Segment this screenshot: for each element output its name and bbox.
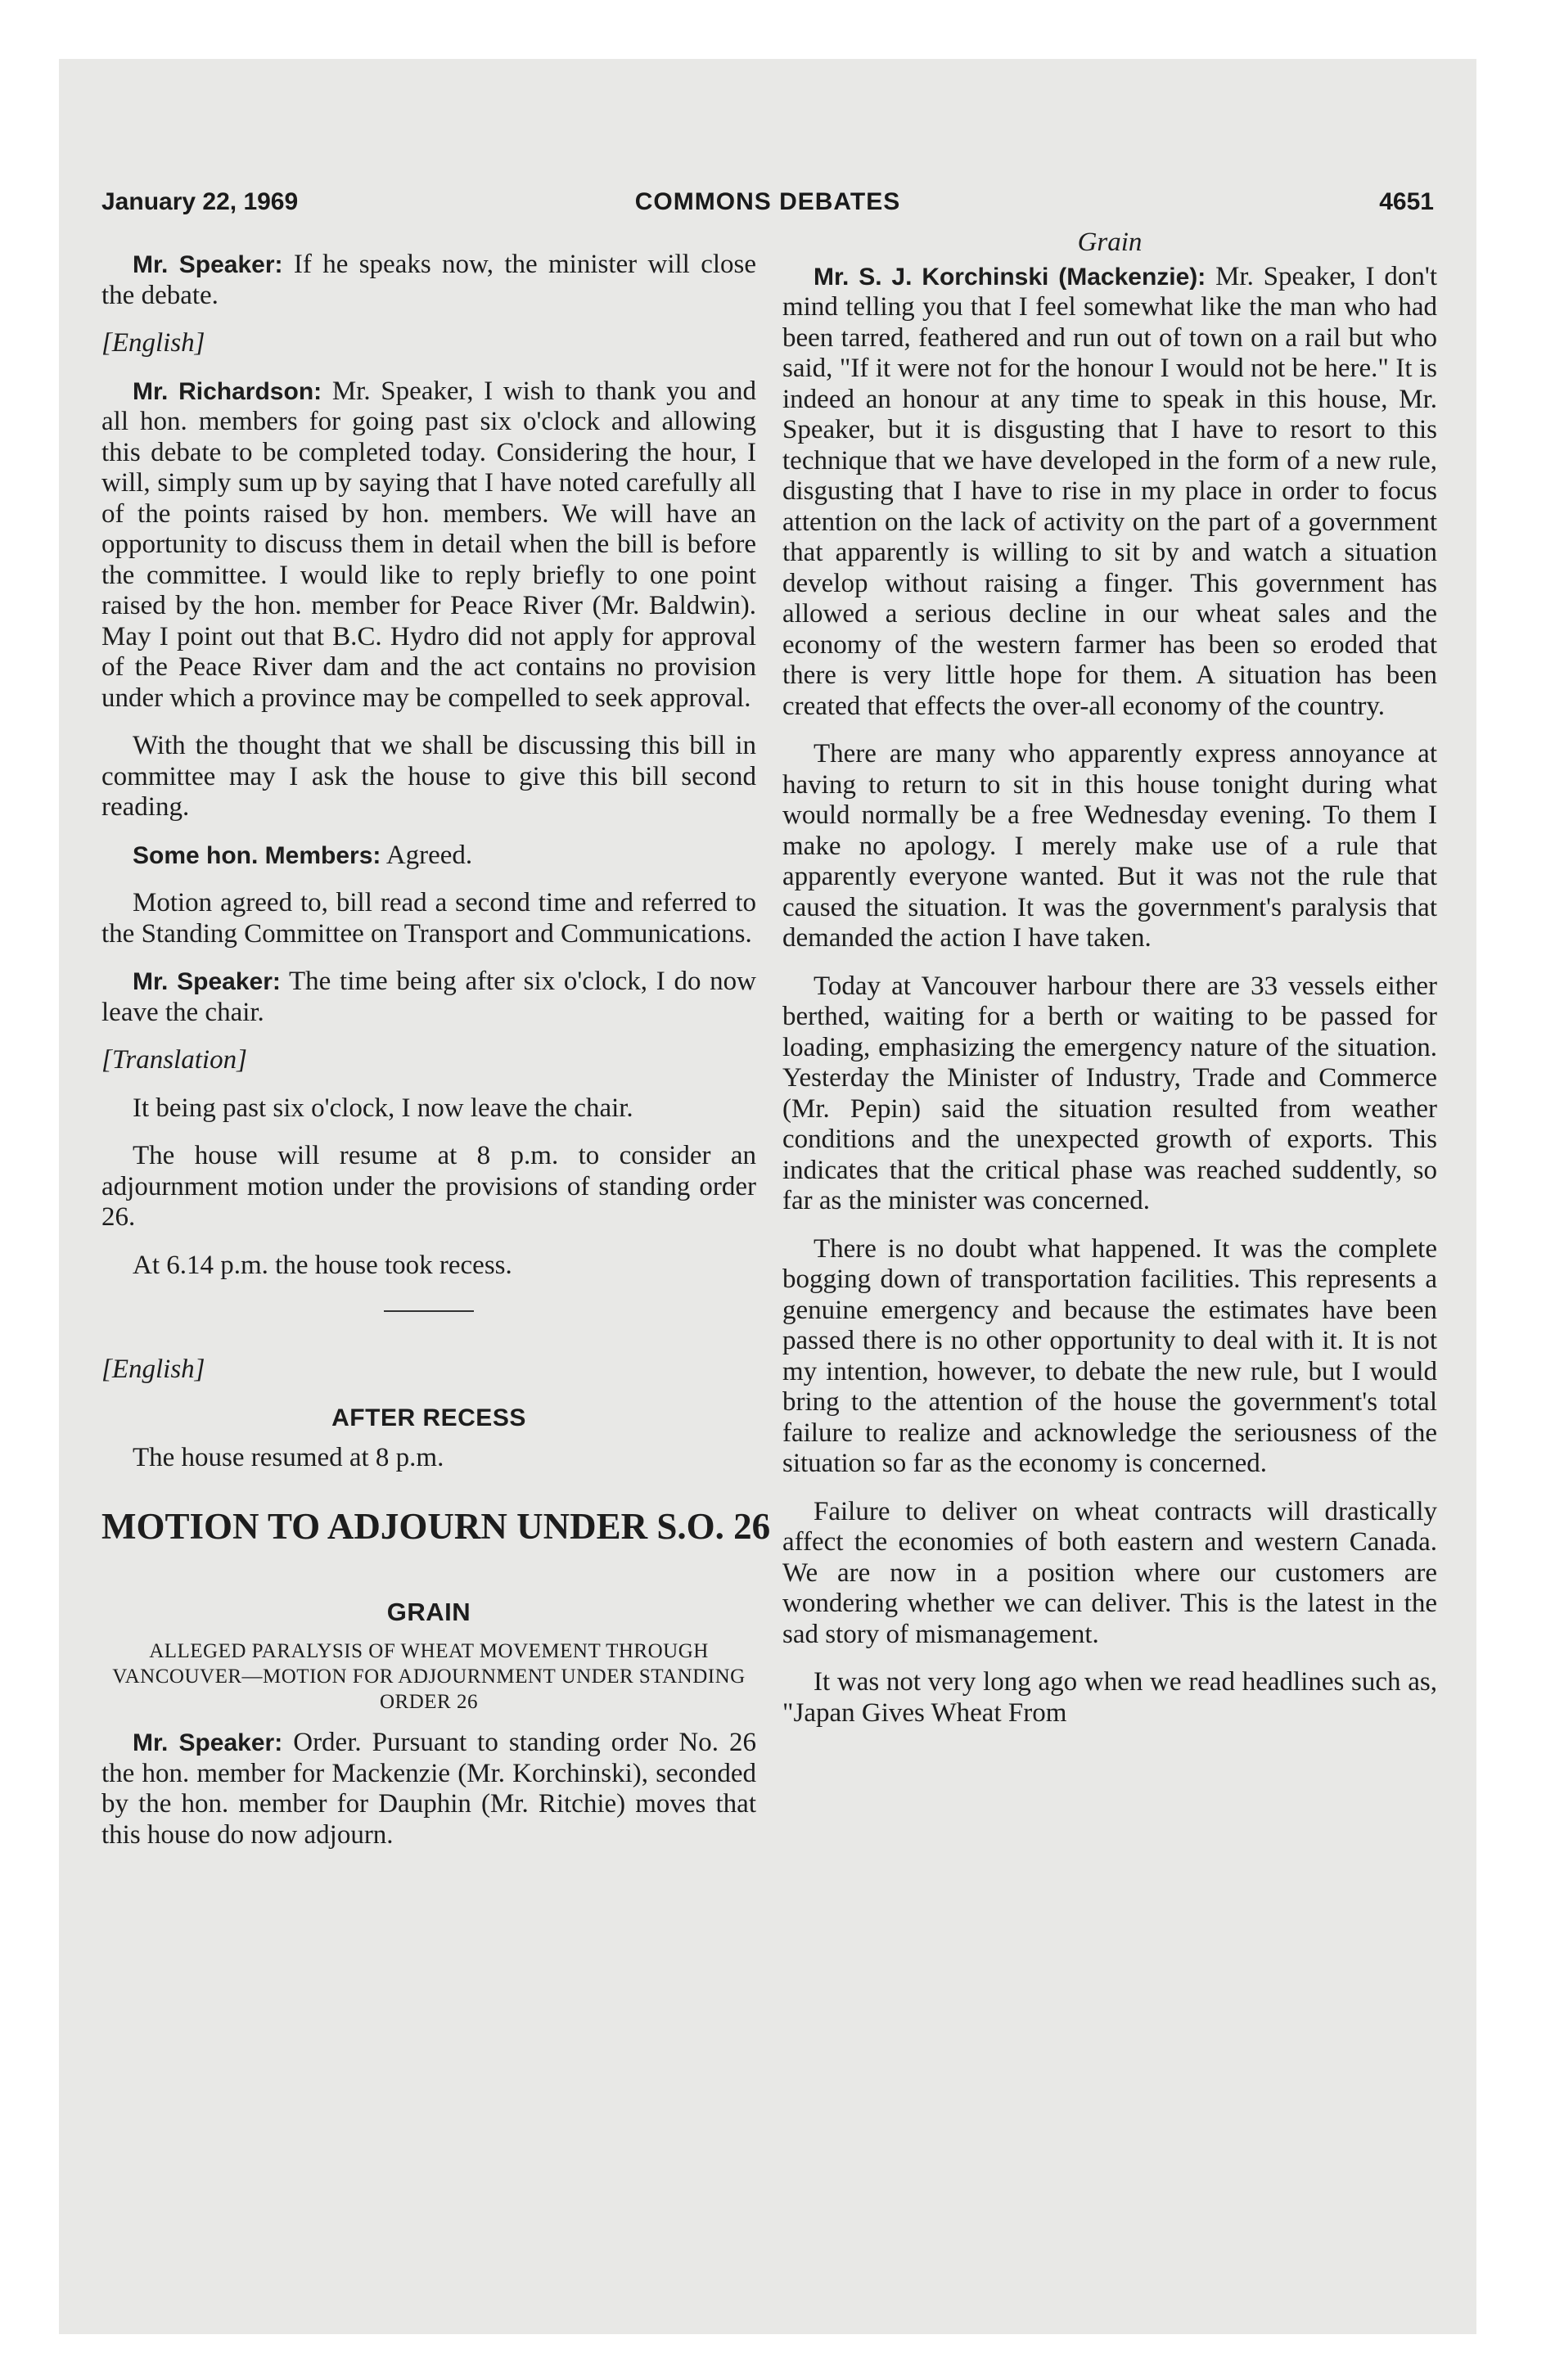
paragraph: Today at Vancouver harbour there are 33 vessels either berthed, waiting for a berth or waiting to be passed for loading, emphasizing the emergency nature of the situation. Yesterday the Minister of Industry, Trade and Commerce (Mr. Pepin) said the situation resulted from weather conditions and the unexpected growth of exports. This indicates that the critical phase was reached suddently, so far as the minister was concerned. [782, 971, 1437, 1215]
language-marker: [English] [101, 1355, 205, 1384]
speaker-name: Mr. Speaker: [133, 1729, 283, 1756]
after-recess-heading: AFTER RECESS [331, 1404, 526, 1431]
speech-text: Agreed. [381, 840, 473, 870]
running-head: Grain [1077, 228, 1143, 257]
subheading: ALLEGED PARALYSIS OF WHEAT MOVEMENT THROUGH VANCOUVER—MOTION FOR ADJOURNMENT UNDER STANDING ORDER 26 [112, 1640, 746, 1713]
paragraph [101, 376, 756, 714]
paragraph [101, 250, 756, 311]
page-header [101, 188, 1434, 221]
language-marker: [English] [101, 328, 205, 358]
speaker-name: Some hon. Members: [133, 841, 381, 869]
right-column [782, 228, 1437, 1746]
paragraph: There are many who apparently express annoyance at having to return to sit in this house tonight during what would normally be a free Wednesday evening. To them I make no apology. I merely make use of a rule that apparently everyone wanted. But it was not the rule that caused the situation. It was the government's paralysis that demanded the action I have taken. [782, 739, 1437, 953]
speech-text: Mr. Speaker, I wish to thank you and all hon. members for going past six o'clock and allowing this debate to be completed today. Considering the hour, I will, simply sum up by saying that I have noted carefully all of the points raised by hon. members. We will have an opportunity to discuss them in detail when the bill is before the committee. I would like to reply briefly to one point raised by the hon. member for Peace River (Mr. Baldwin). May I point out that B.C. Hydro did not apply for approval of the Peace River dam and the act contains no provision under which a province may be compelled to seek approval. [101, 376, 757, 713]
paragraph [101, 1728, 756, 1850]
motion-title: MOTION TO ADJOURN UNDER S.O. 26 [101, 1505, 771, 1547]
paragraph: It being past six o'clock, I now leave the chair. [133, 1093, 633, 1123]
speaker-name: Mr. Speaker: [133, 968, 281, 995]
paragraph: Motion agreed to, bill read a second time and referred to the Standing Committee on Transport and Communications. [101, 888, 756, 949]
header-date: January 22, 1969 [101, 188, 299, 215]
left-column [101, 250, 771, 1868]
paragraph [101, 967, 756, 1028]
speech-text: If he speaks now, the minister will close the debate. [101, 250, 757, 310]
speaker-name: Mr. S. J. Korchinski (Mackenzie): [814, 263, 1206, 291]
header-title: COMMONS DEBATES [634, 188, 901, 215]
paragraph: The house will resume at 8 p.m. to consider an adjournment motion under the provisions of standing order 26. [101, 1141, 756, 1232]
paragraph: The house resumed at 8 p.m. [133, 1443, 444, 1472]
paragraph: At 6.14 p.m. the house took recess. [133, 1250, 512, 1280]
paragraph [101, 841, 756, 872]
speech-text: Order. Pursuant to standing order No. 26 the hon. member for Mackenzie (Mr. Korchinski), seconded by the hon. member for Dauphin (Mr. Ritchie) moves that this house do now adjourn. [101, 1728, 756, 1850]
page-number: 4651 [1379, 188, 1434, 215]
paragraph: There is no doubt what happened. It was the complete bogging down of transportation facilities. This represents a genuine emergency and because the estimates have been passed there is no other opportunity to deal with it. It is not my intention, however, to debate the new rule, but I would bring to the attention of the house the government's total failure to realize and acknowledge the seriousness of the situation so far as the economy is concerned. [782, 1233, 1437, 1478]
section-divider [384, 1310, 474, 1312]
section-heading: GRAIN [386, 1597, 471, 1626]
paragraph [782, 262, 1437, 723]
paragraph: Failure to deliver on wheat contracts will drastically affect the economies of both eastern and western Canada. We are now in a position where our customers are wondering whether we can deliver. This is the latest in the sad story of mismanagement. [782, 1496, 1437, 1649]
speaker-name: Mr. Richardson: [133, 377, 322, 405]
paragraph: It was not very long ago when we read headlines such as, "Japan Gives Wheat From [782, 1667, 1437, 1728]
language-marker: [Translation] [101, 1045, 247, 1075]
speech-text: The time being after six o'clock, I do now leave the chair. [101, 967, 756, 1027]
speaker-name: Mr. Speaker: [133, 251, 283, 278]
paragraph: With the thought that we shall be discussing this bill in committee may I ask the house to give this bill second reading. [101, 731, 756, 822]
speech-text: Mr. Speaker, I don't mind telling you that I feel somewhat like the man who had been tarred, feathered and run out of town on a rail but who said, "If it were not for the honour I would not be here." It is indeed an honour at any time to speak in this house, Mr. Speaker, but it is disgusting that I have to resort to this technique that we have developed in the form of a new rule, disgusting that I have to rise in my place in order to focus attention on the lack of activity on the part of a government that apparently is willing to sit by and watch a situation develop without raising a finger. This government has allowed a serious decline in our wheat sales and the economy of the western farmer has been so eroded that there is very little hope for them. A situation has been created that effects the over-all economy of the country. [782, 261, 1437, 721]
